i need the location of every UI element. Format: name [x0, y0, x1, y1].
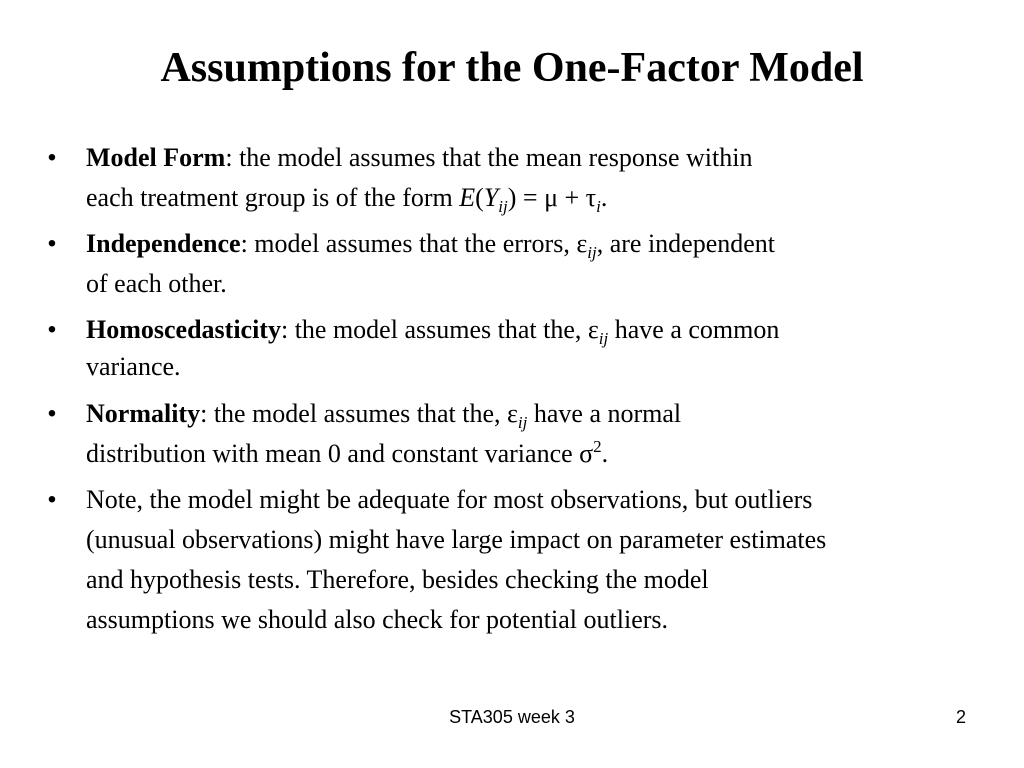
- equation-symbol: Y: [483, 183, 499, 212]
- bullet-line: [86, 310, 992, 350]
- bullet-text: : model assumes that the errors, ε: [240, 229, 588, 258]
- bullet-line: assumptions we should also check for potential outliers.: [86, 605, 669, 634]
- bullet-line: [86, 264, 992, 304]
- bullet-line: and hypothesis tests. Therefore, besides checking the model: [86, 565, 709, 594]
- equation-symbol: E: [459, 183, 476, 212]
- equation-symbol: (: [475, 183, 484, 212]
- bullet-line: (unusual observations) might have large impact on parameter estimates: [86, 525, 827, 554]
- bullet-line: [86, 178, 992, 218]
- bullet-text: distribution with mean 0 and constant variance σ: [86, 439, 594, 468]
- bullet-dot-icon: •: [47, 486, 57, 513]
- bullet-line: [86, 434, 992, 474]
- bullet-text: .: [601, 439, 609, 468]
- bullet-term: Normality: [86, 399, 201, 428]
- bullet-text: : the model assumes that the, ε: [200, 399, 518, 428]
- bullet-line: [86, 394, 992, 434]
- bullet-dot-icon: •: [47, 316, 57, 343]
- bullet-line: [86, 350, 992, 384]
- bullet-term: Model Form: [86, 143, 226, 172]
- equation-subscript: i: [596, 197, 601, 216]
- bullet-normality: [42, 394, 992, 474]
- bullet-dot-icon: •: [47, 400, 57, 427]
- bullet-text: have a common: [608, 315, 780, 344]
- bullet-line: Note, the model might be adequate for most observations, but outliers: [86, 485, 813, 514]
- page-number: 2: [955, 707, 966, 727]
- bullet-text: variance.: [86, 352, 181, 381]
- bullet-text: : the model assumes that the mean response within: [225, 143, 753, 172]
- bullet-term: Independence: [86, 229, 241, 258]
- equation-subscript: ij: [517, 413, 528, 432]
- bullet-homoscedasticity: [42, 310, 992, 384]
- bullet-text: each treatment group is of the form: [86, 183, 460, 212]
- equation-text: .: [600, 183, 608, 212]
- bullet-line: [86, 138, 992, 178]
- bullet-text: of each other.: [86, 269, 227, 298]
- bullet-list: [42, 138, 992, 640]
- bullet-text: : the model assumes that the, ε: [280, 315, 599, 344]
- bullet-independence: [42, 224, 992, 304]
- equation-subscript: ij: [587, 243, 597, 262]
- bullet-model-form: [42, 138, 992, 218]
- bullet-note: [42, 480, 992, 640]
- bullet-dot-icon: •: [47, 144, 57, 171]
- bullet-text: , are independent: [596, 229, 776, 258]
- bullet-line: [86, 224, 992, 264]
- equation-subscript: ij: [498, 197, 508, 216]
- equation-subscript: ij: [598, 329, 609, 348]
- bullet-text: have a normal: [527, 399, 682, 428]
- bullet-term: Homoscedasticity: [86, 315, 281, 344]
- equation-text: ) = μ + τ: [507, 183, 597, 212]
- bullet-dot-icon: •: [47, 230, 57, 257]
- equation-superscript: 2: [593, 437, 602, 456]
- slide-title: Assumptions for the One-Factor Model: [160, 45, 864, 91]
- footer-course-label: STA305 week 3: [449, 707, 575, 727]
